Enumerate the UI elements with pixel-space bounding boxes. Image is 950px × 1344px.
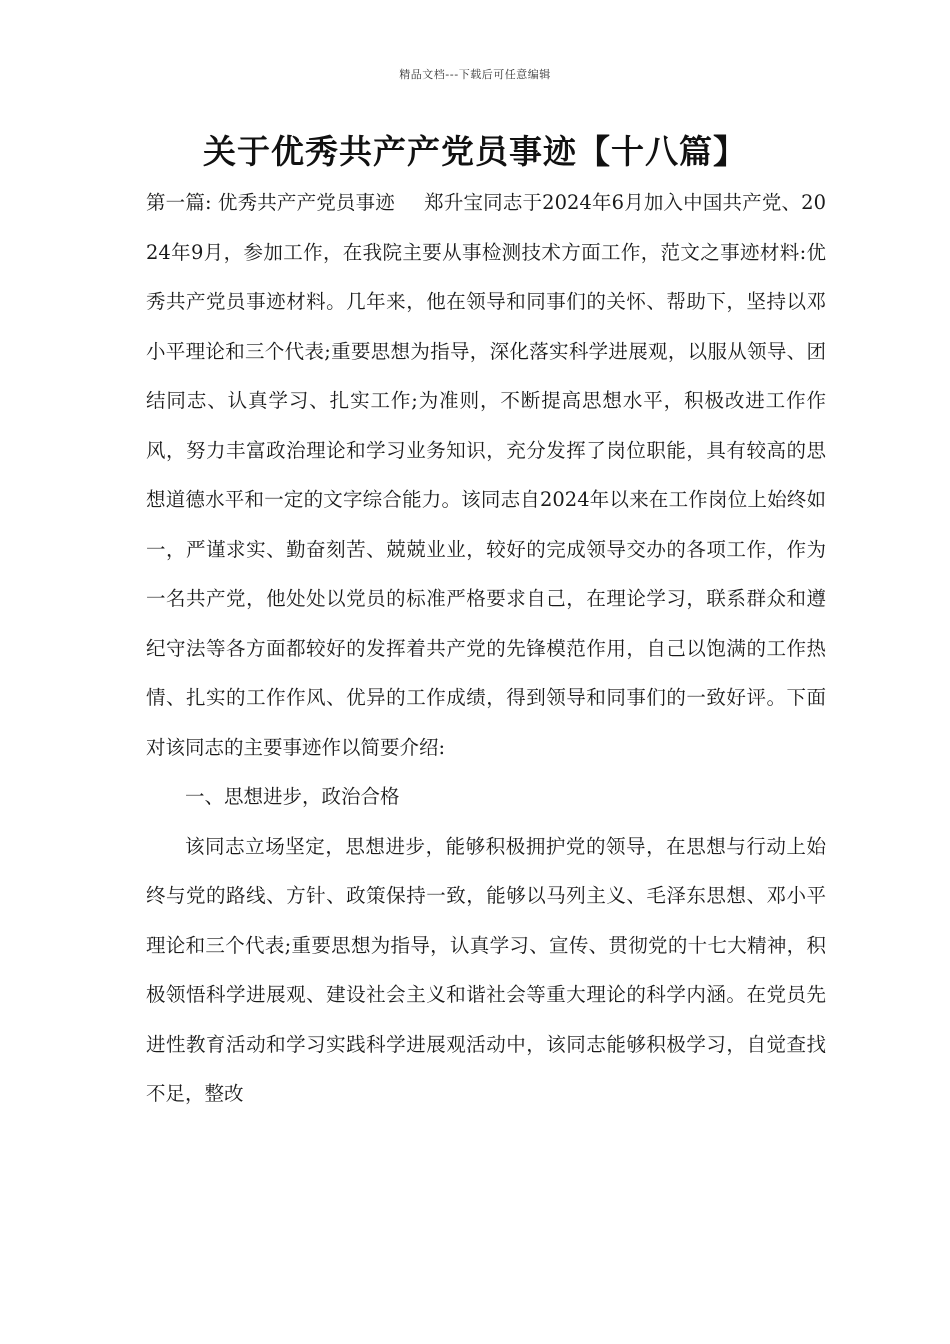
- paragraph-first-body: 郑升宝同志于2024年6月加入中国共产党、2024年9月，参加工作，在我院主要从事检测技术方面工作，范文之事迹材料:优秀共产党员事迹材料。几年来，他在领导和同事们的关怀、帮助下，坚持以邓小平理论和三个代表;重要思想为指导，深化落实科学进展观，以服从领导、团结同志、认真学习、扎实工作;为准则，不断提高思想水平，积极改进工作作风，努力丰富政治理论和学习业务知识，充分发挥了岗位职能，具有较高的思想道德水平和一定的文字综合能力。该同志自2024年以来在工作岗位上始终如一，严谨求实、勤奋刻苦、兢兢业业，较好的完成领导交办的各项工作，作为一名共产党，他处处以党员的标准严格要求自己，在理论学习，联系群众和遵纪守法等各方面都较好的发挥着共产党的先锋模范作用，自己以饱满的工作热情、扎实的工作作风、优异的工作成绩，得到领导和同事们的一致好评。下面对该同志的主要事迹作以简要介绍:: [146, 191, 826, 759]
- paragraph-first: [146, 178, 826, 772]
- section-heading: 一、思想进步，政治合格: [185, 785, 400, 808]
- paragraph-second: 该同志立场坚定，思想进步，能够积极拥护党的领导，在思想与行动上始终与党的路线、方针、政策保持一致，能够以马列主义、毛泽东思想、邓小平理论和三个代表;重要思想为指导，认真学习、宣传、贯彻党的十七大精神，积极领悟科学进展观、建设社会主义和谐社会等重大理论的科学内涵。在党员先进性教育活动和学习实践科学进展观活动中，该同志能够积极学习，自觉查找不足，整改: [146, 834, 826, 1105]
- chapter-lead: 第一篇: 优秀共产产党员事迹: [146, 191, 395, 214]
- page-header: 精品文档---下载后可任意编辑: [399, 68, 551, 81]
- document-title: 关于优秀共产产党员事迹【十八篇】: [203, 132, 747, 171]
- document-body: [146, 178, 826, 1119]
